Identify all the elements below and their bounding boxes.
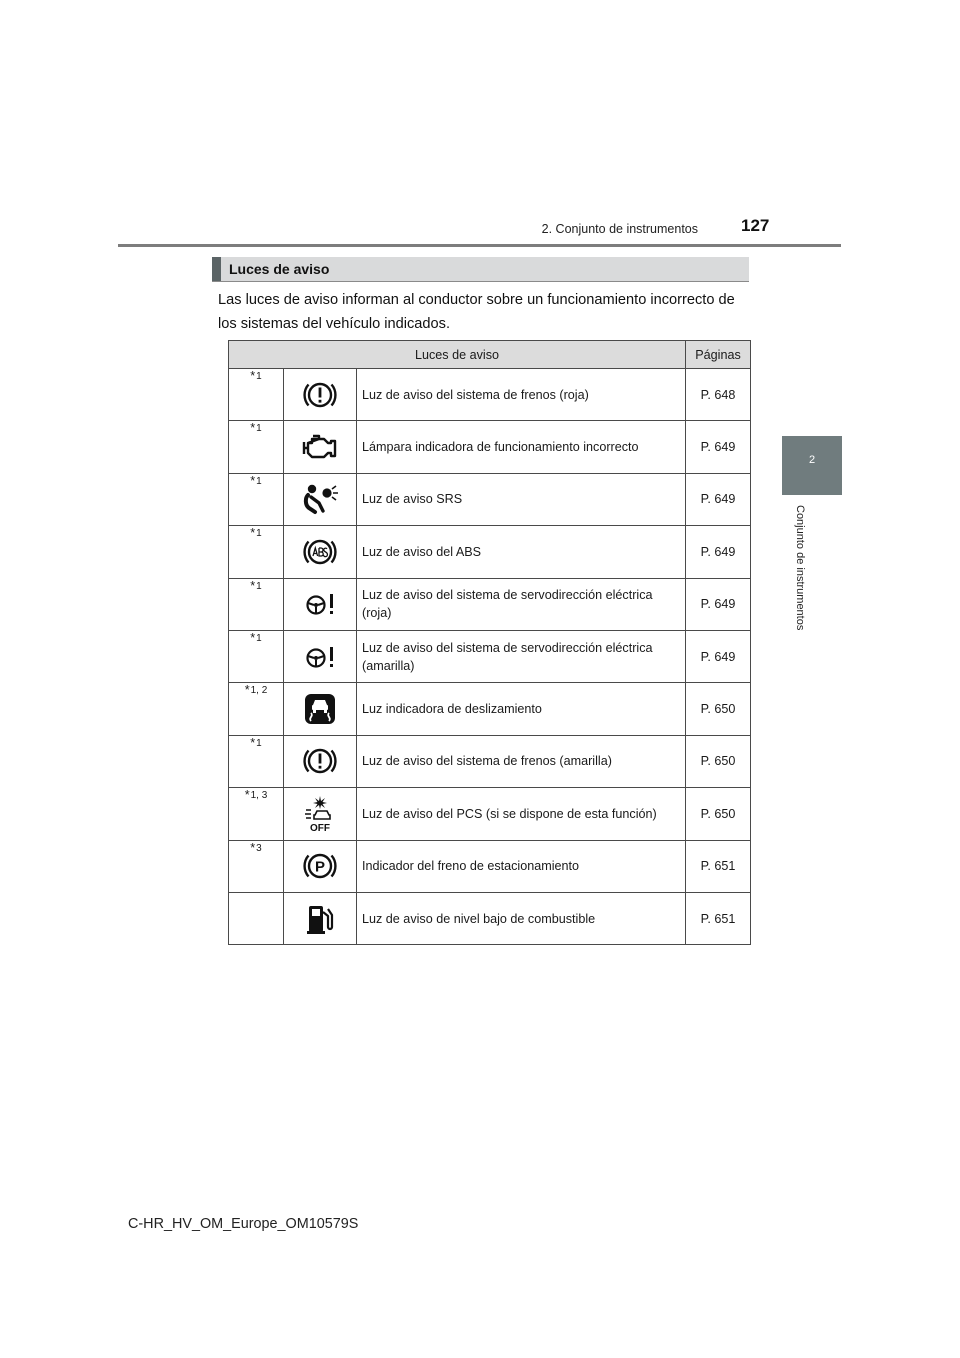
column-header-pages: Páginas [686,341,751,369]
power-steering-warning-icon [302,642,338,672]
warning-description: Luz de aviso del PCS (si se dispone de esta función) [357,788,686,840]
table-header-row [229,341,751,369]
warning-description: Luz de aviso de nivel bajo de combustible [357,892,686,944]
footnote-mark [229,369,284,421]
warning-description: Luz de aviso del sistema de frenos (roja) [357,369,686,421]
side-tab: 2 [782,436,842,495]
parking-brake-icon [303,850,337,882]
asterisk: * [250,526,256,541]
document-code: C-HR_HV_OM_Europe_OM10579S [128,1216,359,1232]
power-steering-warning-icon [302,589,338,619]
page-reference: P. 651 [686,840,751,892]
page-reference: P. 651 [686,892,751,944]
asterisk: * [250,369,256,383]
footnote-mark [229,683,284,735]
page-number: 127 [741,216,770,235]
page-reference: P. 649 [686,630,751,682]
footnote-number: 1 [256,371,262,382]
footnote-number: 1, 3 [250,790,268,802]
parking-brake-letter: P [314,858,326,876]
header-rule [118,244,841,247]
warning-description: Luz de aviso del sistema de servodirección eléctrica (roja) [357,578,686,630]
table-row [229,526,751,578]
page-reference: P. 650 [686,683,751,735]
warning-description: Luz de aviso del ABS [357,526,686,578]
footnote-mark [229,421,284,473]
footnote-number: 3 [256,842,262,854]
footnote-mark [229,840,284,892]
footnote-number: 1 [256,580,262,592]
table-row [229,369,751,421]
footnote-mark [229,630,284,682]
asterisk: * [250,840,256,855]
page-reference: P. 650 [686,735,751,787]
warning-description: Luz de aviso SRS [357,473,686,525]
warning-description: Luz de aviso del sistema de frenos (amarilla) [357,735,686,787]
page-reference: P. 649 [686,473,751,525]
page-reference: P. 650 [686,788,751,840]
table-row [229,892,751,944]
footnote-number: 1 [256,632,262,644]
brake-system-warning-icon [303,745,337,777]
footnote-mark [229,473,284,525]
slip-indicator-icon [304,693,336,725]
footnote-number: 1 [256,528,262,540]
warning-description: Lámpara indicadora de funcionamiento incorrecto [357,421,686,473]
footnote-number: 1, 2 [250,685,268,697]
section-underline [212,281,749,282]
asterisk: * [250,630,256,645]
asterisk: * [244,683,250,698]
asterisk: * [244,788,250,803]
section-heading: Luces de aviso [212,257,749,282]
asterisk: * [250,735,256,750]
footnote-mark [229,578,284,630]
table-row [229,840,751,892]
footnote-number: 1 [256,423,262,435]
table-row [229,630,751,682]
footnote-mark [229,526,284,578]
intro-paragraph: Las luces de aviso informan al conductor sobre un funcionamiento incorrecto de los sistemas del vehículo indicados. [218,292,735,332]
side-tab-label: Conjunto de instrumentos [794,505,806,631]
footnote-number: 1 [256,737,262,749]
abs-icon [303,536,337,568]
footnote-number: 1 [256,475,262,487]
column-header-warning-lights: Luces de aviso [229,341,686,369]
chapter-title: 2. Conjunto de instrumentos [541,222,698,236]
table-row [229,735,751,787]
footnote-mark [229,788,284,840]
low-fuel-icon [305,903,335,935]
table-row [229,578,751,630]
page-reference: P. 649 [686,526,751,578]
srs-airbag-icon [301,483,339,515]
table-row [229,473,751,525]
footnote-mark [229,735,284,787]
check-engine-icon [301,432,339,462]
pcs-off-label: OFF [310,822,330,833]
asterisk: * [250,578,256,593]
page-reference: P. 648 [686,369,751,421]
brake-system-warning-icon [303,379,337,411]
table-row [229,421,751,473]
pcs-off-icon [303,795,337,833]
footnote-mark [229,892,284,944]
warning-description: Luz de aviso del sistema de servodirección eléctrica (amarilla) [357,630,686,682]
table-row [229,788,751,840]
asterisk: * [250,473,256,488]
page-reference: P. 649 [686,421,751,473]
warning-description: Indicador del freno de estacionamiento [357,840,686,892]
warning-description: Luz indicadora de deslizamiento [357,683,686,735]
warning-lights-table [228,340,751,945]
page-reference: P. 649 [686,578,751,630]
asterisk: * [250,421,256,436]
table-row [229,683,751,735]
